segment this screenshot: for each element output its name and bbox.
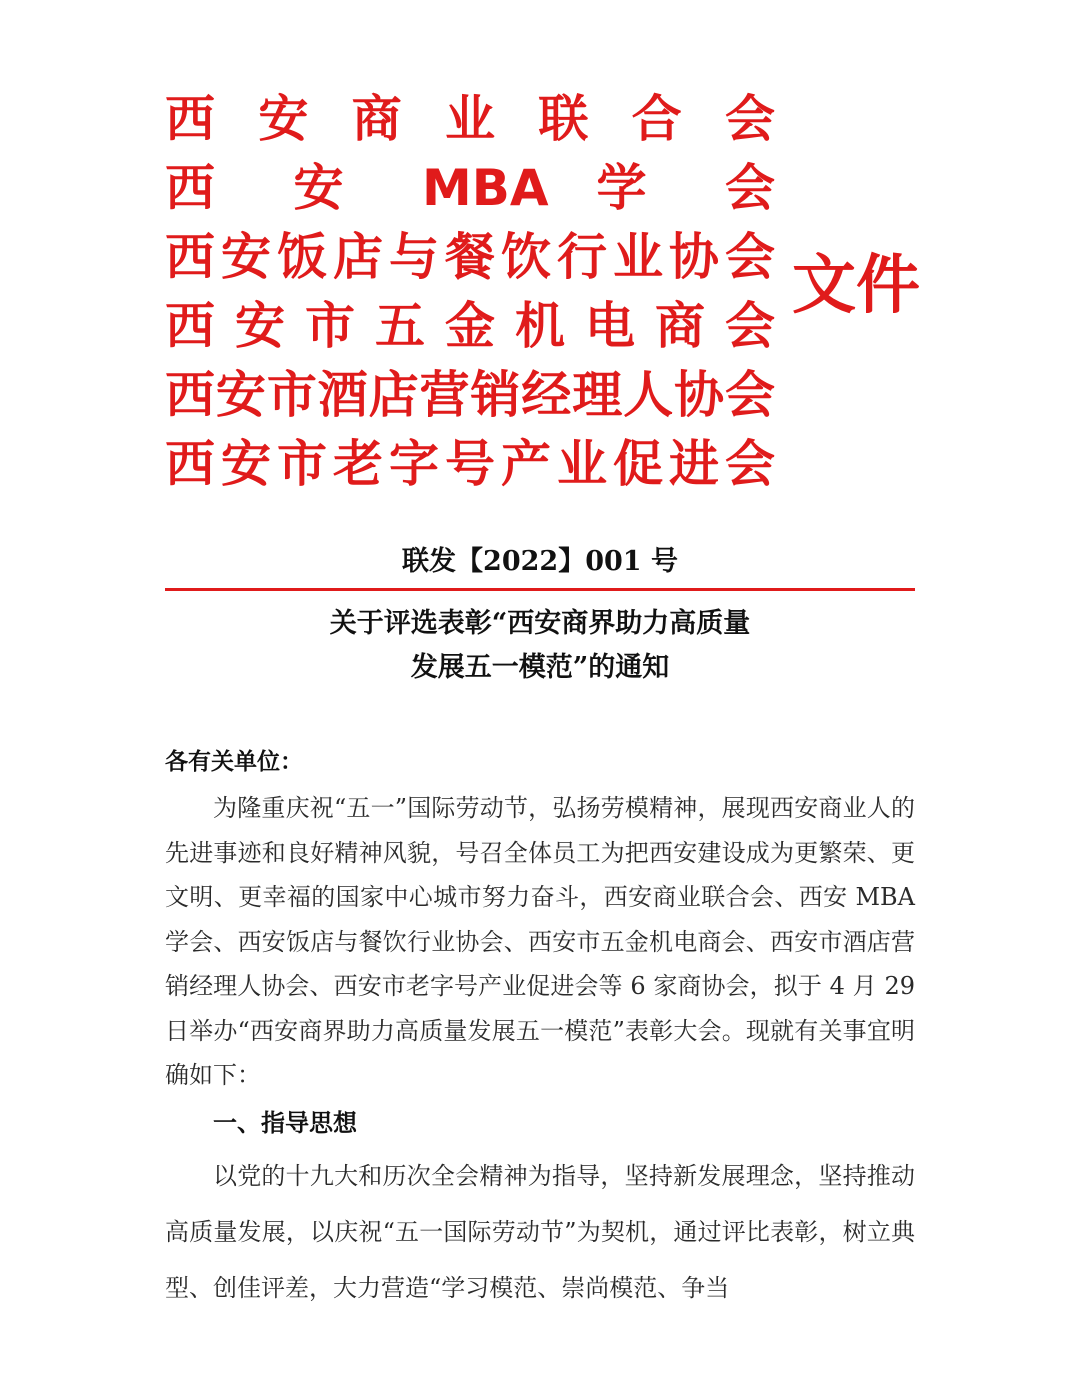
document-number: 联发【2022】001 号 xyxy=(402,546,678,577)
red-divider xyxy=(165,588,915,591)
document-type-label: 文件 xyxy=(792,249,920,323)
document-title-line-2: 发展五一模范”的通知 xyxy=(410,652,670,683)
issuer-name-3: 西安饭店与餐饮行业协会 xyxy=(165,228,775,286)
issuer-name-5: 西安市酒店营销经理人协会 xyxy=(165,366,775,424)
issuer-name-2: 西 安 MBA 学 会 xyxy=(165,159,775,217)
intro-paragraph: 为隆重庆祝“五一”国际劳动节，弘扬劳模精神，展现西安商业人的先进事迹和良好精神风貌，号召全体员工为把西安建设成为更繁荣、更文明、更幸福的国家中心城市努力奋斗，西安商业联合会、西安 MBA 学会、西安饭店与餐饮行业协会、西安市五金机电商会、西安市酒店营销经理人协会、西安市老字号产业促进会等 6 家商协会，拟于 4 月 29 日举办“西安商界助力高质量发展五一模范”表彰大会。现就有关事宜明确如下： xyxy=(165,794,915,1089)
issuer-name-4: 西安市五金机电商会 xyxy=(165,297,775,355)
document-title-line-1: 关于评选表彰“西安商界助力高质量 xyxy=(329,608,751,639)
issuer-name-6: 西安市老字号产业促进会 xyxy=(165,435,775,493)
issuer-name-1: 西 安 商 业 联 合 会 xyxy=(165,90,775,148)
salutation: 各有关单位： xyxy=(165,748,303,775)
guiding-ideology-paragraph: 以党的十九大和历次全会精神为指导，坚持新发展理念，坚持推动高质量发展，以庆祝“五一国际劳动节”为契机，通过评比表彰，树立典型、创佳评差，大力营造“学习模范、崇尚模范、争当 xyxy=(165,1162,915,1302)
section-heading-guiding-ideology: 一、指导思想 xyxy=(213,1108,357,1137)
